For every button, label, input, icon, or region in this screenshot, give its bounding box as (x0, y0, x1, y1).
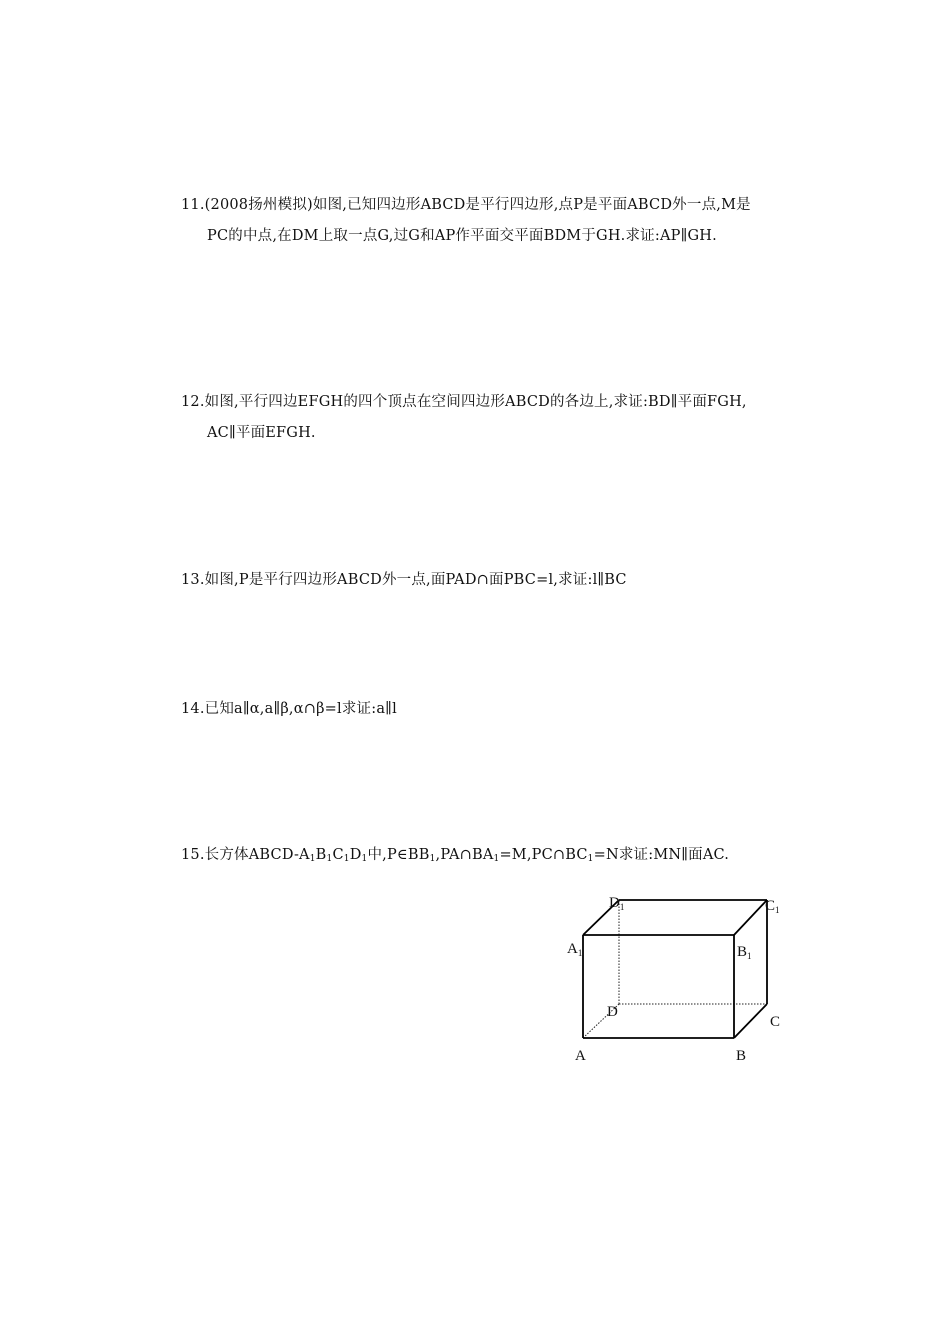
problem-13 (181, 565, 821, 596)
vertex-label-a: A (575, 1048, 586, 1064)
vertex-label-a1: $A_1$ (567, 941, 583, 958)
problem-14 (181, 694, 821, 725)
problem-15 (181, 840, 821, 871)
problem-11-line-1: 11.(2008扬州模拟)如图,已知四边形ABCD是平行四边形,点P是平面ABCD外一点,M是 (181, 197, 751, 213)
problem-12-line-1: 12.如图,平行四边EFGH的四个顶点在空间四边形ABCD的各边上,求证:BD∥平面FGH, (181, 394, 747, 410)
problem-11 (181, 190, 821, 252)
vertex-label-d: D (607, 1004, 618, 1020)
problem-11-line-2: PC的中点,在DM上取一点G,过G和AP作平面交平面BDM于GH.求证:AP∥GH. (207, 228, 717, 244)
vertex-label-c: C (770, 1014, 781, 1030)
edge-b1-c1 (734, 900, 767, 935)
edge-b-c (734, 1004, 767, 1038)
cuboid-diagram (555, 888, 795, 1073)
vertex-label-b: B (736, 1048, 747, 1064)
problem-14-line-1: 14.已知a∥α,a∥β,α∩β=l求证:a∥l (181, 701, 397, 717)
vertex-label-c1: $C_1$ (765, 898, 780, 915)
problem-12-line-2: AC∥平面EFGH. (207, 425, 316, 441)
vertex-label-b1: $B_1$ (737, 944, 752, 961)
problem-12 (181, 387, 821, 449)
problem-15-line-1: 15.长方体ABCD-$A_1B_1C_1D_1$中$,P\in BB_1,PA\cap BA_1=M,PC\cap BC_1=N$求证:MN∥面AC. (181, 847, 730, 864)
vertex-label-d1: $D_1$ (609, 895, 625, 912)
cuboid-figure (555, 888, 795, 1073)
problem-13-line-1: 13.如图,P是平行四边形ABCD外一点,面PAD∩面PBC=l,求证:l∥BC (181, 572, 627, 588)
